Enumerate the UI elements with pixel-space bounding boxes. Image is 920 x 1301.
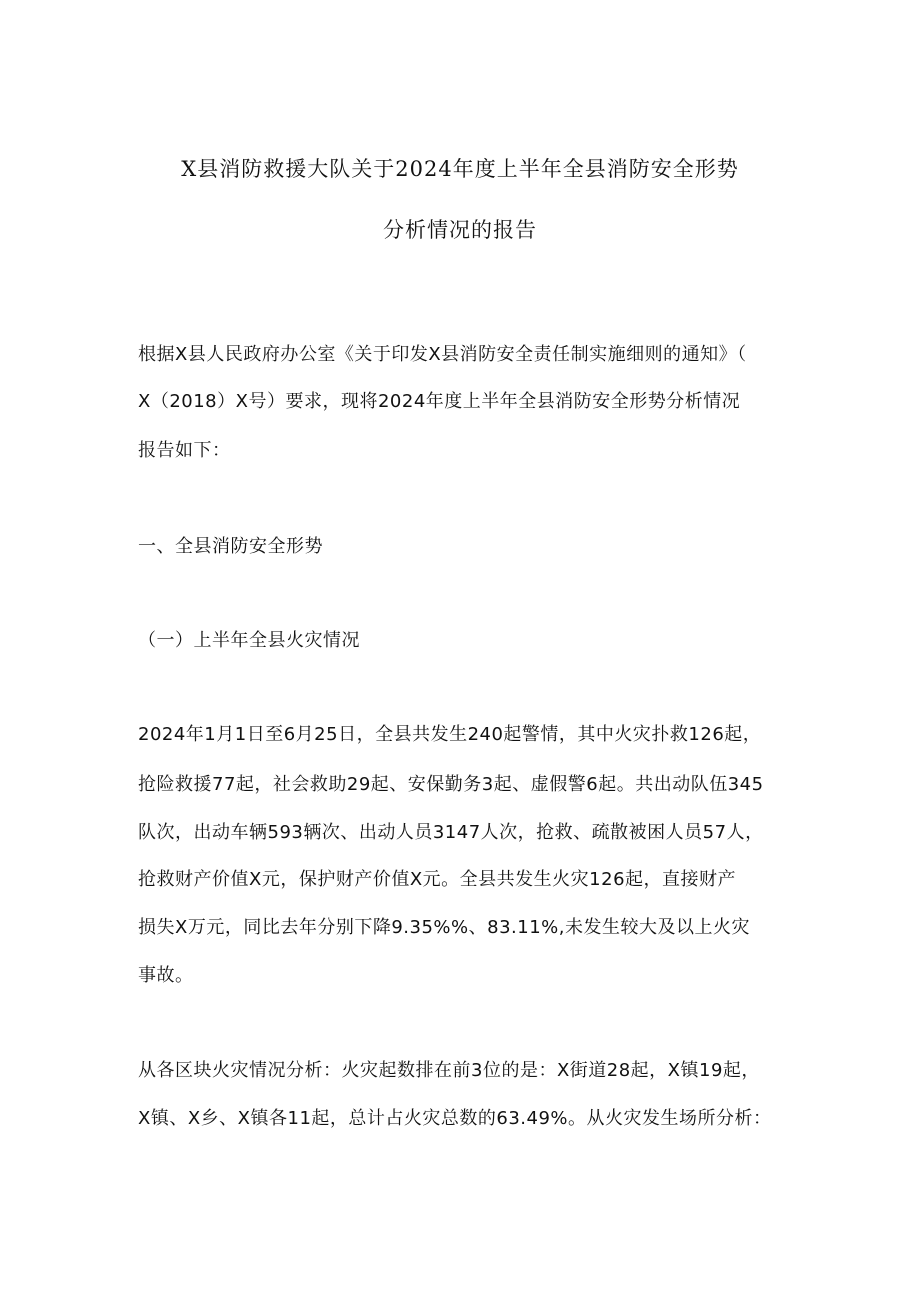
paragraph-1-line-5: 损失X万元，同比去年分别下降9.35%%、83.11%,未发生较大及以上火灾	[138, 917, 750, 938]
subsection-1-heading: （一）上半年全县火灾情况	[138, 630, 360, 651]
intro-line-1: 根据X县人民政府办公室《关于印发X县消防安全责任制实施细则的通知》（	[138, 344, 747, 365]
paragraph-1-line-1: 2024年1月1日至6月25日，全县共发生240起警情，其中火灾扑救126起，	[138, 724, 762, 745]
paragraph-1-line-3: 队次，出动车辆593辆次、出动人员3147人次，抢救、疏散被困人员57人，	[138, 822, 764, 843]
paragraph-1-line-6: 事故。	[138, 965, 194, 986]
document-title-line-1: X县消防救援大队关于2024年度上半年全县消防安全形势	[181, 157, 739, 181]
paragraph-2-line-1: 从各区块火灾情况分析：火灾起数排在前3位的是：X街道28起，X镇19起，	[138, 1060, 760, 1081]
section-1-heading: 一、全县消防安全形势	[138, 536, 323, 557]
paragraph-1-line-2: 抢险救援77起，社会救助29起、安保勤务3起、虚假警6起。共出动队伍345	[138, 774, 764, 795]
intro-line-3: 报告如下：	[138, 440, 231, 461]
intro-line-2: X（2018）X号）要求，现将2024年度上半年全县消防安全形势分析情况	[138, 391, 741, 412]
paragraph-2-line-2: X镇、X乡、X镇各11起，总计占火灾总数的63.49%。从火灾发生场所分析：	[138, 1108, 772, 1129]
document-title-line-2: 分析情况的报告	[383, 218, 537, 242]
paragraph-1-line-4: 抢救财产价值X元，保护财产价值X元。全县共发生火灾126起，直接财产	[138, 869, 737, 890]
